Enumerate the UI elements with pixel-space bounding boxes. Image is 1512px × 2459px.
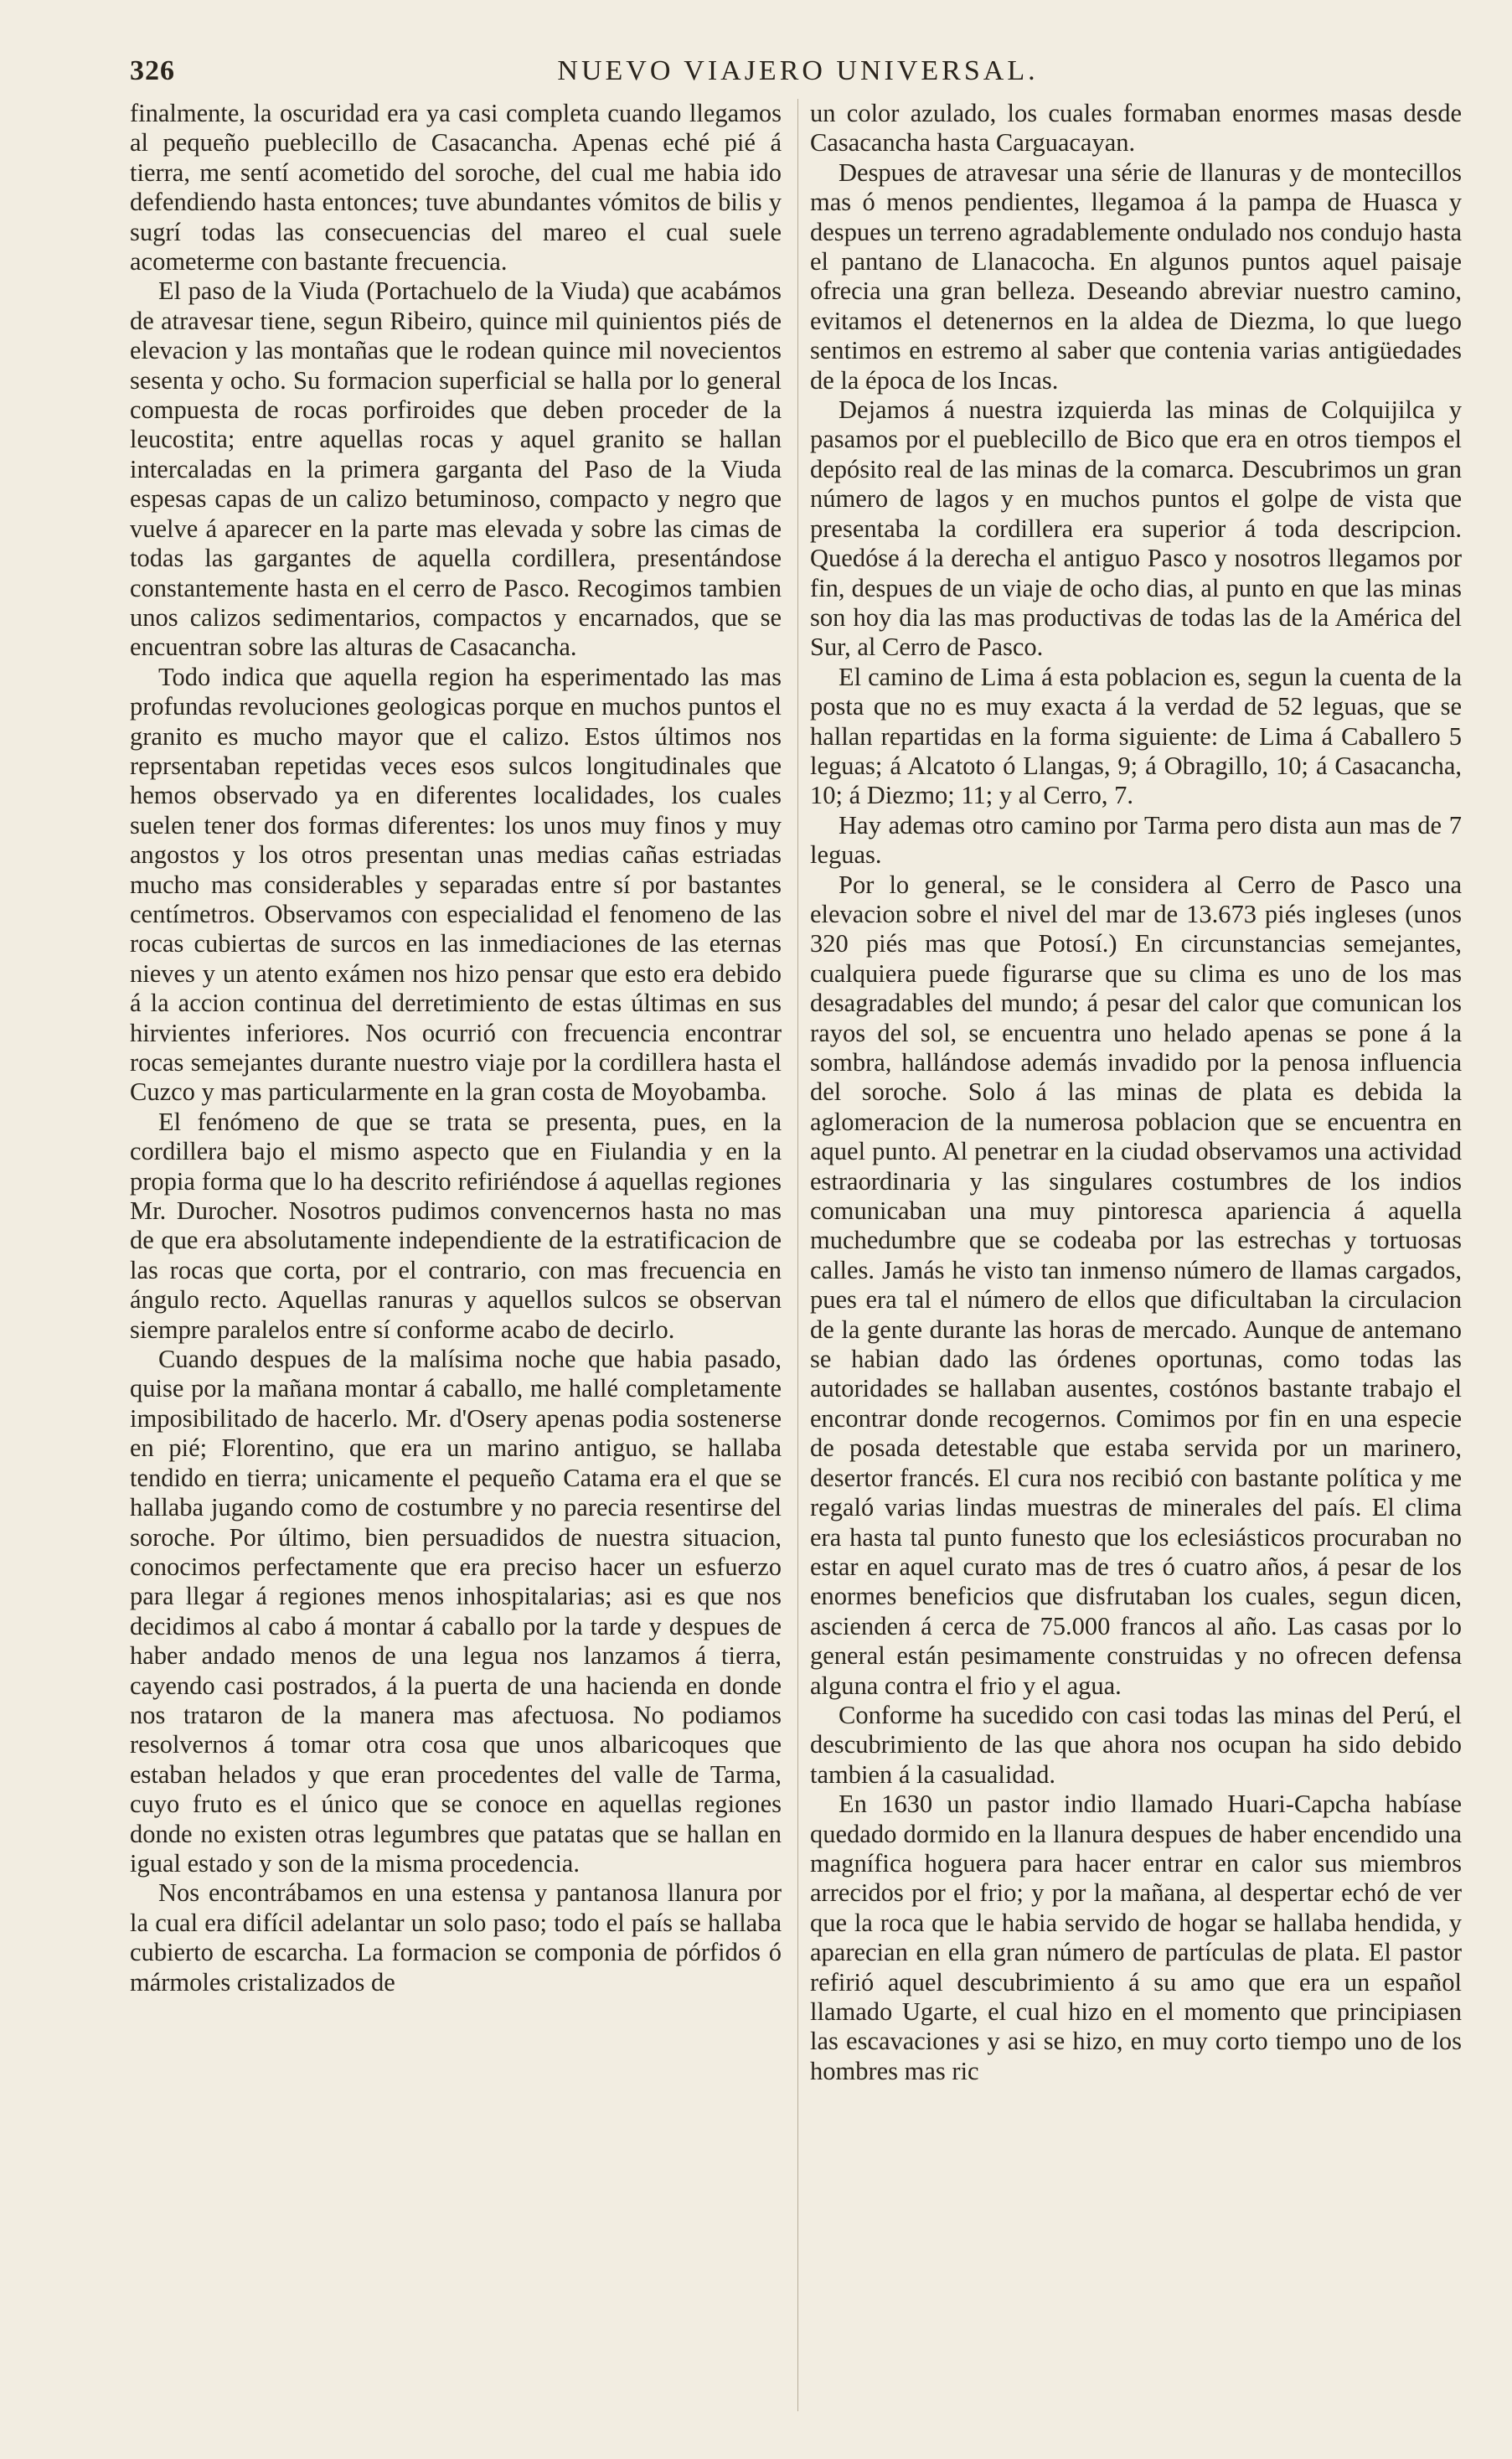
paragraph: El paso de la Viuda (Portachuelo de la Viuda) que acabámos de atravesar tiene, segun Ribeiro, quince mil quinientos piés de elevacion y las montañas que le rodean quince mil novecientos sesenta y ocho. Su formacion superficial se halla por lo general compuesta de rocas porfiroides que deben proceder de la leucostita; entre aquellas rocas y aquel granito se hallan intercaladas en la primera garganta del Paso de la Viuda espesas capas de un calizo betuminoso, compacto y negro que vuelve á aparecer en la parte mas elevada y sobre las cimas de todas las gargantes de aquella cordillera, presentándose constantemente hasta en el cerro de Pasco. Recogimos tambien unos calizos sedimentarios, compactos y encarnados, que se encuentran sobre las alturas de Casacancha. [130, 276, 782, 662]
page-header [130, 50, 1466, 97]
paragraph: El camino de Lima á esta poblacion es, segun la cuenta de la posta que no es muy exacta á la verdad de 52 leguas, que se hallan repartidas en la forma siguiente: de Lima á Caballero 5 leguas; á Alcatoto ó Llangas, 9; á Obragillo, 10; á Casacancha, 10; á Diezmo; 11; y al Cerro, 7. [810, 662, 1462, 810]
paragraph: Nos encontrábamos en una estensa y pantanosa llanura por la cual era difícil adelantar un solo paso; todo el país se hallaba cubierto de escarcha. La formacion se componia de pórfidos ó mármoles cristalizados de [130, 1878, 782, 1997]
column-divider [797, 99, 798, 2411]
page-number: 326 [130, 55, 175, 86]
right-column [810, 99, 1462, 2086]
paragraph: El fenómeno de que se trata se presenta, pues, en la cordillera bajo el mismo aspecto que en Fiulandia y en la propia forma que lo ha descrito refiriéndose á aquellas regiones Mr. Durocher. Nosotros pudimos convencernos hasta no mas de que era absolutamente independiente de la estratificacion de las rocas que corta, por el contrario, con mas frecuencia en ángulo recto. Aquellas ranuras y aquellos sulcos se observan siempre paralelos entre sí conforme acabo de decirlo. [130, 1107, 782, 1344]
paragraph: Conforme ha sucedido con casi todas las minas del Perú, el descubrimiento de las que ahora nos ocupan ha sido debido tambien á la casualidad. [810, 1700, 1462, 1789]
running-title: NUEVO VIAJERO UNIVERSAL. [557, 55, 1039, 86]
paragraph: Dejamos á nuestra izquierda las minas de Colquijilca y pasamos por el pueblecillo de Bico que era en otros tiempos el depósito real de las minas de la comarca. Descubrimos un gran número de lagos y en muchos puntos el golpe de vista que presentaba la cordillera era superior á toda descripcion. Quedóse á la derecha el antiguo Pasco y nosotros llegamos por fin, despues de un viaje de ocho dias, al punto en que las minas son hoy dia las mas productivas de todas las de la América del Sur, al Cerro de Pasco. [810, 395, 1462, 662]
left-column [130, 99, 782, 1997]
paragraph: finalmente, la oscuridad era ya casi completa cuando llegamos al pequeño pueblecillo de Casacancha. Apenas eché pié á tierra, me sentí acometido del soroche, del cual me habia ido defendiendo hasta entonces; tuve abundantes vómitos de bilis y sugrí todas las consecuencias del mareo el cual suele acometerme con bastante frecuencia. [130, 99, 782, 276]
paragraph: un color azulado, los cuales formaban enormes masas desde Casacancha hasta Carguacayan. [810, 99, 1462, 158]
paragraph: En 1630 un pastor indio llamado Huari-Capcha habíase quedado dormido en la llanura despues de haber encendido una magnífica hoguera para hacer entrar en calor sus miembros arrecidos por el frio; y por la mañana, al despertar echó de ver que la roca que le habia servido de hogar se hallaba hendida, y aparecian en ella gran número de partículas de plata. El pastor refirió aquel descubrimiento á su amo que era un español llamado Ugarte, el cual hizo en el momento que principiasen las escavaciones y asi se hizo, en muy corto tiempo uno de los hombres mas ric [810, 1790, 1462, 2085]
paragraph: Despues de atravesar una série de llanuras y de montecillos mas ó menos pendientes, llegamoa á la pampa de Huasca y despues un terreno agradablemente ondulado nos condujo hasta el pantano de Llanacocha. En algunos puntos aquel paisaje ofrecia una gran belleza. Deseando abreviar nuestro camino, evitamos el detenernos en la aldea de Diezma, lo que luego sentimos en estremo al saber que contenia varias antigüedades de la época de los Incas. [810, 158, 1462, 395]
paragraph: Por lo general, se le considera al Cerro de Pasco una elevacion sobre el nivel del mar de 13.673 piés ingleses (unos 320 piés mas que Potosí.) En circunstancias semejantes, cualquiera puede figurarse que su clima es uno de los mas desagradables del mundo; á pesar del calor que comunican los rayos del sol, se encuentra uno helado apenas se pone á la sombra, hallándose además invadido por la penosa influencia del soroche. Solo á las minas de plata es debida la aglomeracion de la numerosa poblacion que se encuentra en aquel punto. Al penetrar en la ciudad observamos una actividad estraordinaria y las singulares costumbres de los indios comunicaban una muy pintoresca apariencia á aquella muchedumbre que se codeaba por las estrechas y tortuosas calles. Jamás he visto tan inmenso número de llamas cargados, pues era tal el número de ellos que dificultaban la circulacion de la gente durante las horas de mercado. Aunque de antemano se habian dado las órdenes oportunas, como todas las autoridades se hallaban ausentes, costónos bastante trabajo el encontrar donde recogernos. Comimos por fin en una especie de posada detestable que estaba servida por un marinero, desertor francés. El cura nos recibió con bastante política y me regaló varias lindas muestras de minerales del país. El clima era hasta tal punto funesto que los eclesiásticos procuraban no estar en aquel curato mas de tres ó cuatro años, á pesar de los enormes beneficios que disfrutaban los cuales, segun dicen, ascienden á cerca de 75.000 francos al año. Las casas por lo general están pesimamente construidas y no ofrecen defensa alguna contra el frio y el agua. [810, 870, 1462, 1700]
paragraph: Hay ademas otro camino por Tarma pero dista aun mas de 7 leguas. [810, 810, 1462, 870]
paragraph: Todo indica que aquella region ha esperimentado las mas profundas revoluciones geologicas porque en muchos puntos el granito es mucho mayor que el calizo. Estos últimos nos reprsentaban repetidas veces esos sulcos longitudinales que hemos observado ya en diferentes localidades, los cuales suelen tener dos formas diferentes: los unos muy finos y muy angostos y los otros presentan unas medias cañas estriadas mucho mas considerables y separadas entre sí por bastantes centímetros. Observamos con especialidad el fenomeno de las rocas cubiertas de surcos en las inmediaciones de las eternas nieves y un atento exámen nos hizo pensar que esto era debido á la accion continua del derretimiento de estas últimas en sus hirvientes inferiores. Nos ocurrió con frecuencia encontrar rocas semejantes durante nuestro viaje por la cordillera hasta el Cuzco y mas particularmente en la gran costa de Moyobamba. [130, 662, 782, 1107]
paragraph: Cuando despues de la malísima noche que habia pasado, quise por la mañana montar á caballo, me hallé completamente imposibilitado de hacerlo. Mr. d'Osery apenas podia sostenerse en pié; Florentino, que era un marino antiguo, se hallaba tendido en tierra; unicamente el pequeño Catama era el que se hallaba jugando como de costumbre y no parecia resentirse del soroche. Por último, bien persuadidos de nuestra situacion, conocimos perfectamente que era preciso hacer un esfuerzo para llegar á regiones menos inhospitalarias; asi es que nos decidimos al cabo á montar á caballo por la tarde y despues de haber andado menos de una legua nos lanzamos á tierra, cayendo casi postrados, á la puerta de una hacienda en donde nos trataron de la manera mas afectuosa. No podiamos resolvernos á tomar otra cosa que unos albaricoques que estaban helados y que eran procedentes del valle de Tarma, cuyo fruto es el único que se conoce en aquellas regiones donde no existen otras legumbres que patatas que se hallan en igual estado y son de la misma procedencia. [130, 1345, 782, 1878]
